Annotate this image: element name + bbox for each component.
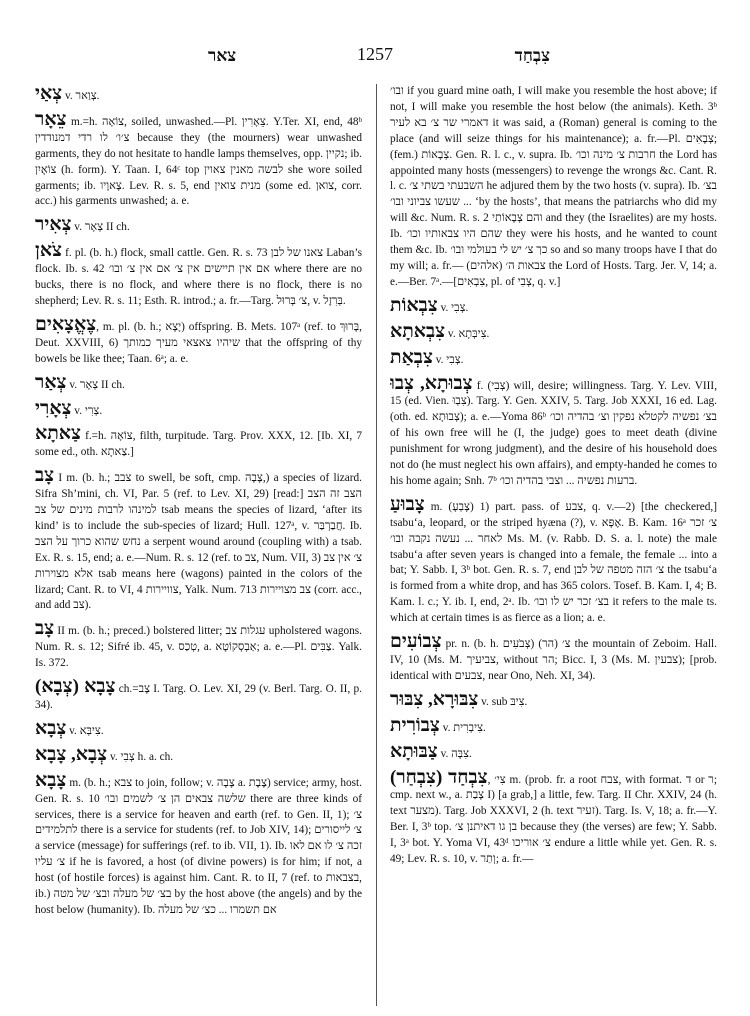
- entry-text: pr. n. (b. h. צְבֹעִים) (הר) צ׳ the mountain of Zeboim. Hall. IV, 10 (Ms. M. צביעיך, without הר; Bicc. I, 3 (Ms. M. צבעין); [prob. identical with צבעים, near Ono, Neh. XI, 34).: [390, 638, 717, 682]
- entry-text: m.=h. צוֹאָה, soiled, unwashed.—Pl. צֵאָרִין. Y.Ter. XI, end, 48ᵇ צ׳ו׳ לו רדי דמנודדין because they (the mourners) wear unwashed garments, they do not hesitate to handle lamps themselves, opp. נקיין; ib. צוֹאָיִן (h. form). Y. Taan. I, 64ᶜ top לבשה מאנין צאוין she wore soiled garments; ib. צָאוָיו. Lev. R. s. 5, end מנית צואין (some ed. צואן, corr. acc.) his garments unwashed; a. e.: [35, 115, 362, 208]
- headword: צְאִיר: [35, 214, 72, 236]
- headword: צְאַר: [35, 371, 67, 393]
- dictionary-entry: [35, 110, 362, 210]
- headword: צָבָא: [35, 769, 67, 791]
- entry-text: v. צְבִי.: [432, 353, 464, 366]
- entry-text: f. pl. (b. h.) flock, small cattle. Gen. R. s. 73 צאנו של לבן Laban’s flock. Ib. s. 42 אם אין תיישים אין צ׳ אם אין צ׳ ובו׳ where there are no bucks, there is no flock, and where there is no flock, there is no shepherd; Lev. R. s. 11; Esth. R. introd.; a. fr.—Targ. צ׳ בְּרוּל, v. בְּרִזֶל.: [35, 247, 362, 307]
- entry-text: m. (צָבְעָ) 1) part. pass. of צבע, q. v.—2) [the checkered,] tsabuʻa, leopard, or the striped hyæna (?), v. אֶפָּא. B. Kam. 16ᵃ צ׳ זכר לאחר ... נעשה נקבה ובו׳ Ms. M. (v. Rabb. D. S. a. l. note) the male tsabuʻa after seven years is changed into a female, the female ... into a bat; Y. Sabb. I, 3ᵇ bot. Gen. R. s. 7, end צ׳ הזה מטפה של לבן the tsabuʻa is formed from a white drop, and has 365 colors. Tosef. B. Kam. I, 4; B. Kam. l. c.; Y. ib. I, end, 2ᵃ. Ib. בצ׳ זכר יש לו ובו׳ it refers to the male ts. which at certain times is as fierce as a lion; a. e.: [390, 500, 717, 625]
- headword: צִבְחַד (צִבְחַר): [390, 766, 488, 788]
- dictionary-entry: [390, 742, 717, 763]
- headword: צָבָא (צְבָא): [35, 676, 116, 698]
- headword: צְבָא, צָבָא: [35, 743, 108, 765]
- headword: צְאַי: [35, 84, 63, 104]
- headword: צַבּוּתָא: [390, 740, 438, 762]
- dictionary-entry: [390, 768, 717, 868]
- dictionary-entry: [35, 84, 362, 105]
- dictionary-entry: [390, 348, 717, 369]
- entry-text: v. sub צִיבּ.: [478, 695, 528, 708]
- headword: צִבְאַת: [390, 346, 433, 368]
- entry-text: , צִי׳ m. (prob. fr. a root צבח, with format. ד or ר; cmp. next w., a. צָבַת I) [a grab,] a little, few. Targ. II Chr. XXIV, 24 (h. text מצער). Targ. Job XXXVI, 2 (h. text זעיר). Targ. Is. V, 18; a. fr.—Y. Ber. I, 3ᵇ top. בן גו דאיתנן צ׳ because they (the verses) are few; Y. Sabb. I, 3ᵃ bot. Y. Yoma VI, 43ᵈ צ׳ אוריכו endure a little while yet. Gen. R. s. 49; Lev. R. s. 10, v. וְתַר; a. fr.—: [390, 773, 717, 866]
- entry-text: v. צִיבְרִית.: [439, 721, 486, 734]
- headword: צְבוֹעִים: [390, 631, 442, 653]
- headword: צָבוּעַ: [390, 493, 425, 515]
- dictionary-entry: [35, 215, 362, 236]
- entry-text: v. צְרִי.: [71, 404, 103, 417]
- dictionary-entry: [390, 495, 717, 627]
- dictionary-entry: [390, 84, 717, 291]
- dictionary-entry: [35, 315, 362, 368]
- entry-text: II m. (b. h.; preced.) bolstered litter; עגלות צב upholstered wagons. Num. R. s. 12; Sifré ib. 45, v. טְכַס, a. אַבְסְקוֹטָא; a. e.—Pl. צַבִּים. Yalk. Is. 372.: [35, 625, 362, 670]
- page-number: 1257: [357, 44, 393, 64]
- headword: צְבָא: [35, 717, 67, 739]
- dictionary-entry: [35, 677, 362, 714]
- headword: צִבּוּרָא, צִבּוּר: [390, 688, 479, 710]
- entry-text: v. צְאָר II ch.: [71, 221, 130, 234]
- entry-text: v. צִיבְּתָא.: [445, 327, 490, 340]
- left-column: [35, 84, 362, 1006]
- dictionary-entry: [35, 771, 362, 919]
- entry-text: v. צְאָר II ch.: [66, 378, 125, 391]
- headword: צִבְאתָא: [390, 320, 446, 342]
- headword: צָב: [35, 465, 55, 487]
- headword: צִבְאוֹת: [390, 294, 438, 316]
- headword: צְבוֹרִית: [390, 714, 440, 736]
- dictionary-entry: [35, 399, 362, 420]
- dictionary-entry: [35, 466, 362, 614]
- headword: צָב: [35, 618, 55, 640]
- entry-text: v. צִיבְּא.: [66, 724, 104, 737]
- dictionary-entry: [390, 716, 717, 737]
- dictionary-entry: [35, 373, 362, 394]
- entry-text: v. צְוַאר.: [62, 90, 100, 102]
- headword: צְאָרִי: [35, 397, 72, 419]
- header-right-word: צִבְחַד: [514, 46, 550, 65]
- entry-text: ובו׳ if you guard mine oath, I will make you resemble the host above; if not, I will make you resemble the host below (the animals). Keth. 3ᵇ דאמרי שר צ׳ בא לעיר it was said, a (Roman) general is coming to the place (and will seize things for his maintenance); a. fr.—Pl. צְבָאִים; (fem.) צְבָאוֹת. Gen. R. l. c., v. supra. Ib. חרבות צ׳ מינה וכו׳ the Lord has appointed many hosts (messengers) to revenge the wrongs &c. Cant. R. l. c. השבעתי בשתי צ׳ he adjured them by the two hosts (v. supra). Ib. בצ׳ ... שעשו צביוני ובו׳ ‘by the hosts’, that means the patriarchs who did my will &c. Num. R. s. 2 והם צְבָאוֹתַי and they (the Israelites) are my hosts. Ib. שהם היו צבאותיו וכו׳ they were his hosts, and he wanted to count them &c. Ib. כך צ׳ יש לי בעולמי ובו׳ so and so many troops have I that do my will; a. fr.— צבאות ה׳ (אלהים) the Lord of Hosts. Targ. Jer. V, 14; a. e.—Ber. 7ᵃ.—[צִבְאִים, pl. of צְבִי, q. v.]: [390, 85, 717, 288]
- column-divider: [376, 84, 377, 1006]
- dictionary-entry: [390, 690, 717, 711]
- entry-text: v. צְבִי.: [437, 301, 469, 314]
- header-left-word: צאר: [208, 46, 237, 65]
- dictionary-entry: [390, 296, 717, 317]
- dictionary-entry: [35, 745, 362, 766]
- entry-text: f.=h. צוֹאָה, filth, turpitude. Targ. Prov. XXX, 12. [Ib. XI, 7 some ed., oth. צַאתָא.]: [35, 430, 362, 459]
- dictionary-entry: [35, 719, 362, 740]
- entry-text: m. (b. h.; צבא to join, follow; v. צָבָה a. צֶבֶת) service; army, host. Gen. R. s. 10 שלשה צבאים הן צ׳ לשמים ובו׳ there are three kinds of services, there is a service for heaven and earth (ref. to Gen. II, 1); צ׳ לתלמידים there is a service for students (ref. to Job XIV, 14); צ׳ לייסורים a service (message) for sufferings (ref. to ib. VII, 1). Ib. זכה צ׳ לו אם לאו צ׳ עליו if he is favored, a host (of divine powers) is for him; if not, a host (of hostile forces) is against him. Cant. R. to II, 7 (ref. to בצבאות, ib.) בצ׳ של מעלה ובצ׳ של מטה by the host above (the angels) and by the host below (humanity). Ib. אם תשמרו ... כצ׳ של מעלה: [35, 776, 362, 916]
- headword: צַאתָא: [35, 423, 81, 445]
- entry-text: , m. pl. (b. h.; יָצָא) offspring. B. Mets. 107ᵃ (ref. to בָּרוּךְ, Deut. XXVIII, 6) שיהיו צאצאי מעיך כמותך that the offspring of thy bowels be like thee; Taan. 6ᵃ; a. e.: [35, 320, 362, 365]
- dictionary-entry: [390, 632, 717, 685]
- entry-text: ch.=צָב I. Targ. O. Lev. XI, 29 (v. Berl. Targ. O. II, p. 34).: [35, 683, 362, 711]
- entry-text: v. צִבָּה.: [437, 747, 472, 760]
- running-head: [40, 46, 710, 70]
- dictionary-entry: [390, 374, 717, 490]
- entry-text: f. (צְבִי) will, desire; willingness. Targ. Y. Lev. VIII, 15 (ed. Vien. צִבְוּ). Targ. Y. Gen. XXIV, 5. Targ. Job XXXI, 16 ed. Lag. (oth. ed. צְבוּתָא); a. e.—Yoma 86ᵇ בצ׳ נפשיה לקטלא נפקין וצ׳ בהדיה וכו׳ of his own free will he (I, the judge) goes to meet death (divine punishment for wrong judgment), and the desire of his household does not do (he must neglect his own affairs), and empty-handed he comes to his home again; Snh. 7ᵇ ברעות נפשיה ... וצבי בהדיה וכו׳.: [390, 379, 717, 487]
- headword: צְבוּתָא, צְבוּ: [390, 372, 473, 394]
- dictionary-entry: [35, 424, 362, 461]
- headword: צֵאָר: [35, 108, 67, 130]
- dictionary-entry: [35, 241, 362, 310]
- entry-text: I m. (b. h.; צבב to swell, be soft, cmp. צָבָה,) a species of lizard. Sifra Sh’mini, ch. VI, Par. 5 (ref. to Lev. XI, 29) [read:] הצב זה הצב למינהו לרבות מינים של צב tsab means the species of lizard, ‘after its kind’ is to include the sub-species of lizard; Hull. 127ᵃ, v. חֲבַרְבַּר. Ib. נחש שהוא כרוך על הצב a serpent wound around (coupling with) a tsab. Ex. R. s. 15, end; a. e.—Num. R. s. 12 (ref. to צב, Num. VII, 3) צ׳ אין צב אלא מצוירות tsab means here (wagons) painted in the colors of the lizard; Cant. R. to VI, 4 צוויירות, Yalk. Num. 713 צב מצויירות (corr. acc., and add צב).: [35, 472, 362, 612]
- entry-text: v. צְבִי h. a. ch.: [107, 750, 174, 763]
- dictionary-entry: [35, 619, 362, 672]
- headword: צֶאֱצָאִים: [35, 313, 97, 335]
- headword: צֹאן: [35, 240, 62, 262]
- right-column: [390, 84, 717, 1006]
- dictionary-entry: [390, 322, 717, 343]
